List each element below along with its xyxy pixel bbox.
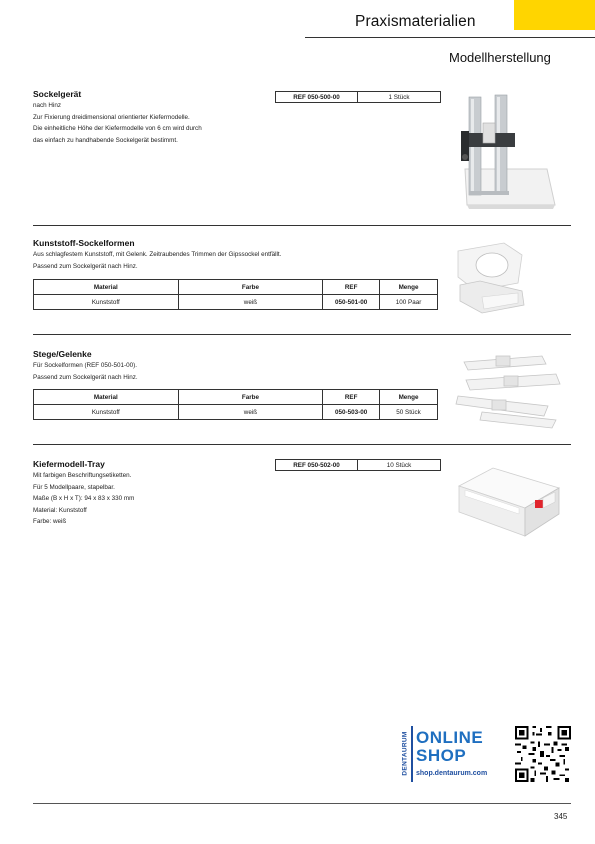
description-line: Die einheitliche Höhe der Kiefermodelle von 6 cm wird durch xyxy=(33,125,202,132)
ref-number: REF 050-502-00 xyxy=(276,460,358,470)
table-cell: Kunststoff xyxy=(34,405,179,420)
quantity: 10 Stück xyxy=(386,462,412,469)
table-header-row xyxy=(34,390,438,405)
sockelgeraet-image xyxy=(455,87,560,212)
section-divider xyxy=(33,334,571,335)
product-title: Stege/Gelenke xyxy=(33,349,92,359)
description-line: Maße (B x H x T): 94 x 83 x 330 mm xyxy=(33,495,135,502)
description-line: Zur Fixierung dreidimensional orientierter Kiefermodelle. xyxy=(33,113,190,121)
description-line: Für Sockelformen (REF 050-501-00). xyxy=(33,362,137,369)
online-shop-label[interactable]: ONLINE xyxy=(416,728,484,747)
tray-image xyxy=(455,458,565,540)
section-divider xyxy=(33,444,571,445)
column-header: Material xyxy=(34,280,179,295)
sockelformen-image xyxy=(452,237,532,317)
description-line: Passend zum Sockelgerät nach Hinz. xyxy=(33,373,138,381)
ref-quantity-box xyxy=(275,91,441,103)
page-header-title: Praxismaterialien xyxy=(355,13,476,30)
section-divider xyxy=(33,225,571,226)
table-cell: weiß xyxy=(178,295,323,310)
column-header: REF xyxy=(323,390,380,405)
ref-number: REF 050-500-00 xyxy=(276,92,358,102)
column-header: REF xyxy=(323,280,380,295)
table-header-row xyxy=(34,280,438,295)
table-cell: 050-503-00 xyxy=(323,405,380,420)
table-row xyxy=(34,295,438,310)
description-line: Material: Kunststoff xyxy=(33,506,87,514)
description-line: nach Hinz xyxy=(33,102,62,109)
header-divider xyxy=(305,37,595,38)
spec-table xyxy=(33,389,438,420)
product-title: Sockelgerät xyxy=(33,89,82,99)
spec-table xyxy=(33,279,438,310)
quantity: 1 Stück xyxy=(388,94,410,101)
column-header: Farbe xyxy=(178,280,323,295)
footer-divider xyxy=(33,803,571,804)
dentaurum-brand xyxy=(400,726,410,784)
product-title: Kiefermodell-Tray xyxy=(33,459,105,469)
product-title: Kunststoff-Sockelformen xyxy=(33,238,135,248)
description-line: Passend zum Sockelgerät nach Hinz. xyxy=(33,262,138,270)
column-header: Farbe xyxy=(178,390,323,405)
description-line: Für 5 Modellpaare, stapelbar. xyxy=(33,483,115,491)
table-cell: weiß xyxy=(178,405,323,420)
description-line: das einfach zu handhabende Sockelgerät bestimmt. xyxy=(33,136,178,144)
shop-accent-bar xyxy=(411,726,413,782)
ref-quantity-box xyxy=(275,459,441,471)
page-subtitle: Modellherstellung xyxy=(449,50,551,65)
table-row xyxy=(34,405,438,420)
column-header: Menge xyxy=(380,390,438,405)
column-header: Menge xyxy=(380,280,438,295)
table-cell: 100 Paar xyxy=(380,295,438,310)
column-header: Material xyxy=(34,390,179,405)
table-cell: Kunststoff xyxy=(34,295,179,310)
description-line: Farbe: weiß xyxy=(33,518,67,525)
page-number: 345 xyxy=(554,812,568,821)
stege-gelenke-image xyxy=(452,350,567,430)
table-cell: 50 Stück xyxy=(380,405,438,420)
shop-url-link[interactable]: shop.dentaurum.com xyxy=(416,770,488,777)
description-line: Aus schlagfestem Kunststoff, mit Gelenk. Zeitraubendes Trimmen der Gipssockel entfällt. xyxy=(33,251,282,258)
qr-code-icon[interactable] xyxy=(515,726,571,782)
brand-label: DENTAURUM xyxy=(401,731,409,776)
table-cell: 050-501-00 xyxy=(323,295,380,310)
section-color-tab xyxy=(514,0,595,30)
online-shop-label[interactable]: SHOP xyxy=(416,746,467,765)
description-line: Mit farbigen Beschriftungsetiketten. xyxy=(33,472,132,479)
